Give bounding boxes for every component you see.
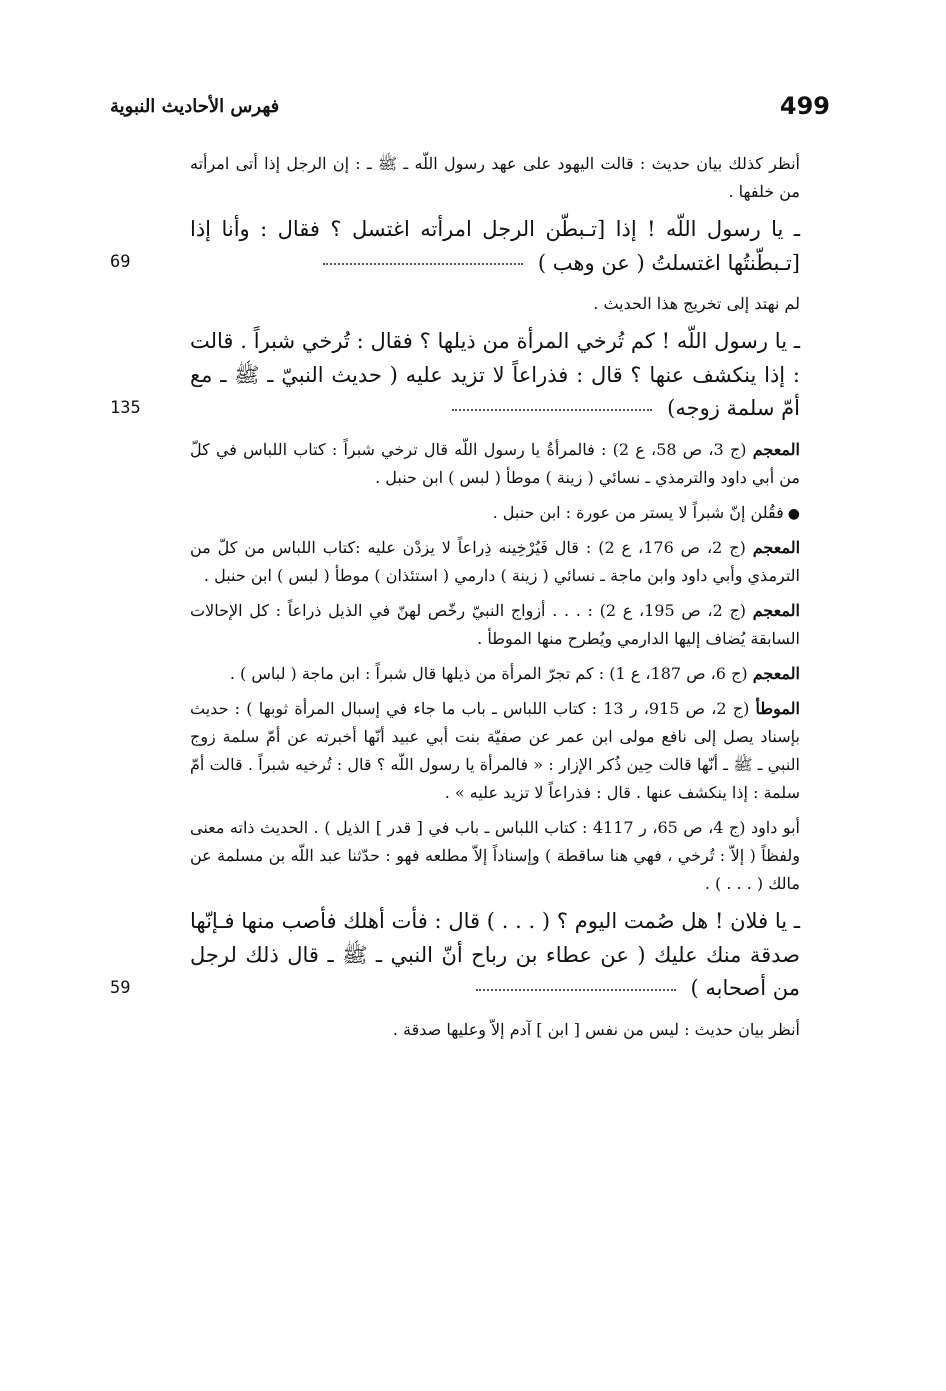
running-title: فهرس الأحاديث النبوية	[110, 96, 280, 117]
hadith-text: ـ يا رسول اللّه ! إذا [تـبطّن الرجل امرأته اغتسل ؟ فقال : وأنا إذا [تـبطّنتُها اغتسلتُ ( عن وهب )	[190, 217, 800, 275]
source-ref: المعجم	[752, 439, 800, 459]
source-note: لم نهتد إلى تخريج هذا الحديث .	[593, 294, 800, 314]
leader-dots	[323, 263, 523, 265]
source-ref: المعجم	[752, 537, 801, 557]
leader-dots	[476, 989, 676, 991]
source-text: (ج 2، ص 915، ر 13 : كتاب اللباس ـ باب ما جاء في إسبال المرأة ثوبها ) : حديث بإسناد يصل إلى نافع مولى ابن عمر عن صفيّة بنت أبي عبيد أنّها أخبرته عن أمّ سلمة زوج النبي ـ ﷺ ـ أنّها قالت حِين ذُكر الإزار : « فالمرأة يا رسول اللّه ؟ قال : تُرخيه شبراً . قالت أمّ سلمة : إذا ينكشف عنها . قال : فذراعاً لا تزيد عليه » .	[190, 698, 800, 802]
source-ref: المعجم	[752, 663, 800, 683]
source-ref: المعجم	[752, 600, 800, 620]
page-header	[110, 92, 830, 132]
source-note	[190, 660, 800, 688]
hadith-entry	[110, 325, 800, 426]
source-ref: الموطأ	[755, 698, 800, 718]
source-text: (ج 3، ص 58، ع 2) : فالمرأةُ يا رسول اللّه قال ترخي شبراً : كتاب اللباس في كلّ من أبي داود والترمذي ـ نسائي ( زينة ) موطأ ( لبس ) ابن حنبل .	[190, 439, 800, 487]
source-note	[190, 436, 800, 492]
source-note: أبو داود (ج 4، ص 65، ر 4117 : كتاب اللباس ـ باب في [ قدر ] الذيل ) . الحديث ذاته معنى ولفظاً ( إلاّ : تُرخي ، فهي هنا ساقطة ) وإسناداً إلاّ مطلعه فهو : حدّثنا عبد اللّه بن مسلمة عن مالك ( . . . ) .	[190, 817, 801, 893]
cross-reference-note: أنظر كذلك بيان حديث : قالت اليهود على عهد رسول اللّه ـ ﷺ ـ : إن الرجل إذا أتى امرأته من خلفها .	[190, 154, 800, 201]
page-number: 499	[779, 92, 830, 120]
hadith-entry	[110, 213, 800, 280]
hadith-text: ـ يا فلان ! هل صُمت اليوم ؟ ( . . . ) قال : فأت أهلك فأصب منها فـإنّها صدقة منك عليك ( عن عطاء بن رباح أنّ النبي ـ ﷺ ـ قال ذلك لرجل من أصحابه )	[190, 908, 800, 1001]
source-text: (ج 6، ص 187، ع 1) : كم تجرّ المرأة من ذيلها قال شبراً : ابن ماجة ( لباس ) .	[229, 663, 753, 683]
source-text: (ج 2، ص 176، ع 2) : قال فَيُرْخِينه ذِراعاً لا يزدْن عليه :كتاب اللباس من كلّ من الترمذي وأبي داود وابن ماجة ـ نسائي ( زينة ) دارمي ( استئذان ) موطأ ( لبس ) ابن حنبل .	[190, 537, 800, 585]
source-text: (ج 2، ص 195، ع 2) : . . . أزواج النبيّ رخّص لهنّ في الذيل ذراعاً : كل الإحالات السابقة يُضاف إليها الدارمي ويُطرح منها الموطأ .	[190, 600, 800, 648]
hadith-text: ـ يا رسول اللّه ! كم تُرخي المرأة من ذيلها ؟ فقال : تُرخي شبراً . قالت : إذا ينكشف عنها ؟ قال : فذراعاً لا تزيد عليه ( حديث النبيّ ـ ﷺ ـ مع أمّ سلمة زوجه)	[190, 329, 800, 421]
entry-page-number: 135	[110, 397, 141, 418]
source-note	[190, 534, 800, 590]
source-note	[190, 695, 800, 807]
bullet-note	[190, 499, 800, 527]
hadith-entry	[110, 905, 800, 1006]
bullet-icon: ●	[787, 505, 800, 522]
cross-reference-note: أنظر بيان حديث : ليس من نفس [ ابن ] آدم إلاّ وعليها صدقة .	[392, 1019, 800, 1039]
entry-page-number: 59	[110, 977, 131, 998]
page-content	[110, 150, 801, 1051]
source-note	[190, 597, 800, 653]
entry-page-number: 69	[110, 252, 131, 272]
leader-dots	[452, 409, 652, 411]
bullet-text: فقُلن إنّ شبراً لا يستر من عورة : ابن حنبل .	[492, 502, 784, 522]
